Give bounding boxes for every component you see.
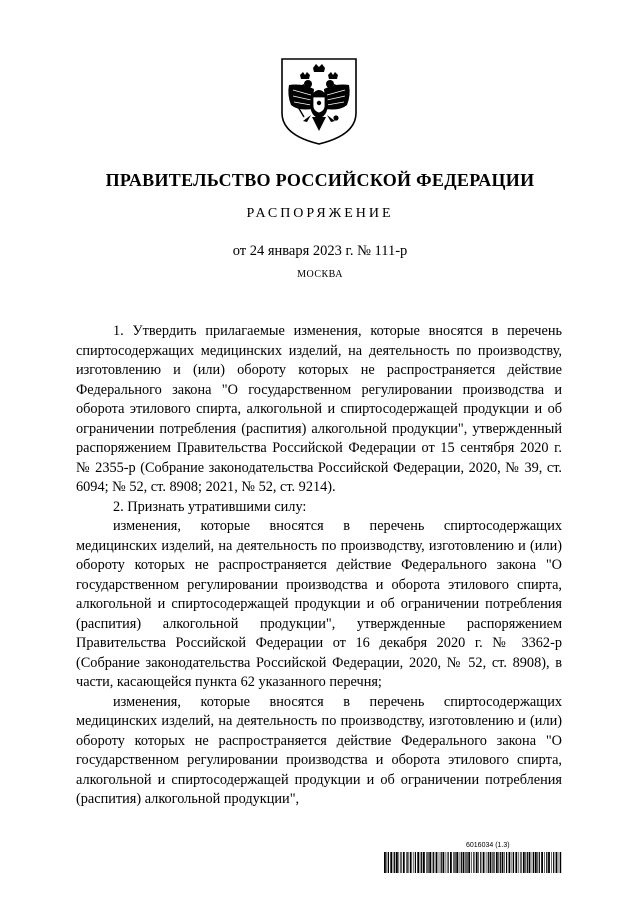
document-body	[76, 322, 562, 810]
paragraph-4: изменения, которые вносятся в перечень спиртосодержащих медицинских изделий, на деятельность по производству, изготовлению и (или) обороту которых не распространяется действие Федерального закона "О государственном регулировании производства и оборота этилового спирта, алкогольной и спиртосодержащей продукции и об ограничении потребления (распития) алкогольной продукции",	[76, 693, 562, 807]
document-type: РАСПОРЯЖЕНИЕ	[246, 206, 394, 221]
barcode-icon	[384, 852, 562, 873]
government-title: ПРАВИТЕЛЬСТВО РОССИЙСКОЙ ФЕДЕРАЦИИ	[105, 170, 535, 190]
paragraph-1: 1. Утвердить прилагаемые изменения, которые вносятся в перечень спиртосодержащих медицинских изделий, на деятельность по производству, изготовлению и (или) обороту которых не распространяется действие Федерального закона "О государственном регулировании производства и оборота этилового спирта, алкогольной и спиртосодержащей продукции и об ограничении потребления (распития) алкогольной продукции", утвержденный распоряжением Правительства Российской Федерации от 15 сентября 2020 г. № 2355-р (Собрание законодательства Российской Федерации, 2020, № 39, ст. 6094; № 52, ст. 8908; 2021, № 52, ст. 9214).	[76, 323, 562, 495]
document-city: МОСКВА	[297, 269, 343, 280]
document-code: 6016034 (1.3)	[466, 842, 510, 849]
paragraph-2: 2. Признать утратившими силу:	[113, 498, 307, 515]
paragraph-3: изменения, которые вносятся в перечень спиртосодержащих медицинских изделий, на деятельность по производству, изготовлению и (или) обороту которых не распространяется действие Федерального закона "О государственном регулировании производства и оборота этилового спирта, алкогольной и спиртосодержащей продукции и об ограничении потребления (распития) алкогольной продукции", утвержденные распоряжением Правительства Российской Федерации от 16 декабря 2020 г. № 3362-р (Собрание законодательства Российской Федерации, 2020, № 52, ст. 8908), в части, касающейся пункта 62 указанного перечня;	[76, 518, 562, 690]
document-date-number: от 24 января 2023 г. № 111-р	[232, 243, 408, 259]
coat-of-arms-icon	[278, 55, 360, 147]
